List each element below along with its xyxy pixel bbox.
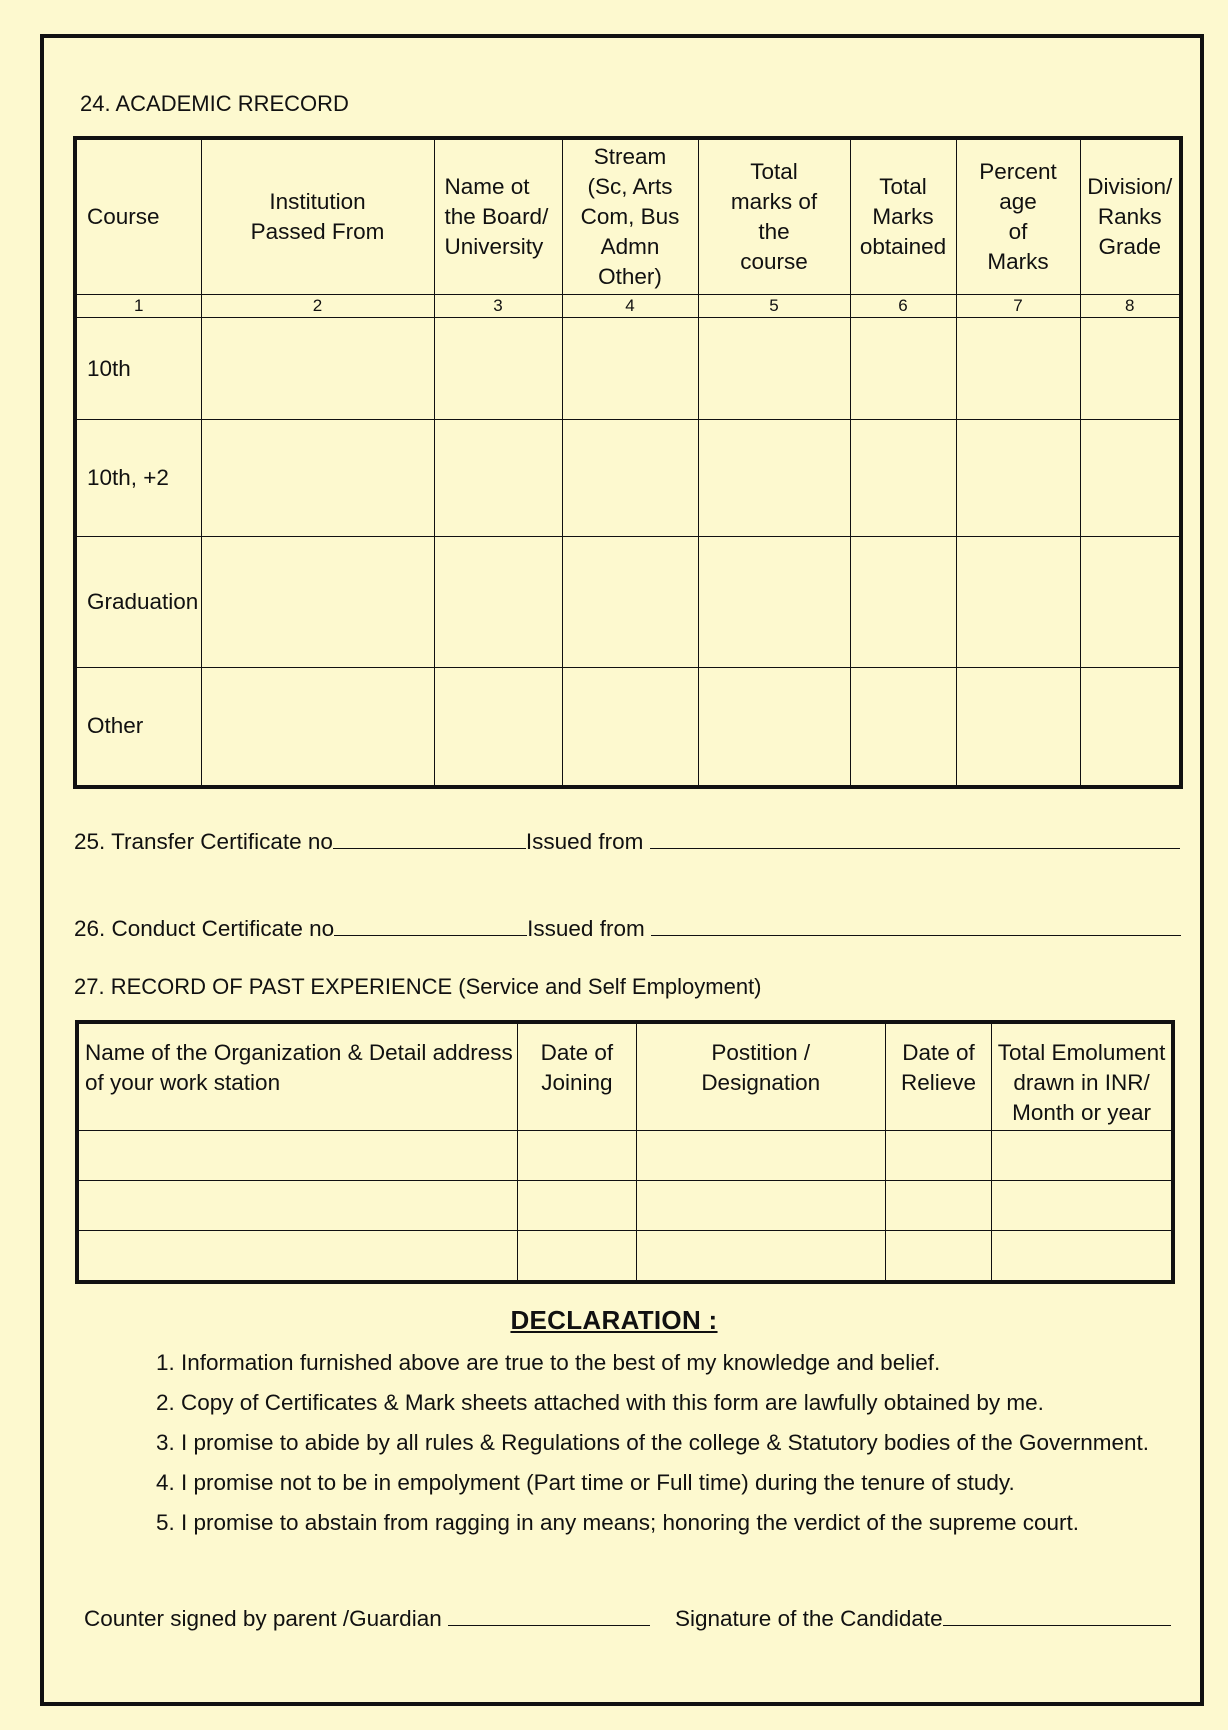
conduct-certificate-no-field[interactable] [334,913,527,936]
input-cell[interactable] [885,1230,991,1282]
input-cell[interactable] [992,1230,1173,1282]
header-percentage: Percent age of Marks [956,138,1080,295]
input-cell[interactable] [518,1230,636,1282]
input-cell[interactable] [885,1130,991,1180]
header-date-of-joining: Date of Joining [518,1022,636,1130]
candidate-signature-label: Signature of the Candidate [675,1606,943,1631]
parent-signature-label: Counter signed by parent /Guardian [84,1606,442,1631]
column-number: 4 [562,295,698,318]
conduct-certificate-line [74,913,1181,942]
header-course: Course [75,138,201,295]
input-cell[interactable] [956,537,1080,668]
column-number-row [75,295,1181,318]
candidate-signature-line [675,1603,1171,1632]
declaration-item: 3. I promise to abide by all rules & Regulations of the college & Statutory bodies of the Government. [156,1430,1150,1455]
transfer-certificate-label: 25. Transfer Certificate no [74,829,333,854]
input-cell[interactable] [201,318,434,420]
course-label: 10th [75,318,201,420]
input-cell[interactable] [1080,537,1181,668]
input-cell[interactable] [77,1230,518,1282]
past-experience-title: 27. RECORD OF PAST EXPERIENCE (Service and Self Employment) [74,974,762,999]
header-division: Division/ Ranks Grade [1080,138,1181,295]
input-cell[interactable] [201,420,434,537]
header-organization: Name of the Organization & Detail address of your work station [77,1022,518,1130]
column-number: 2 [201,295,434,318]
declaration-item: 2. Copy of Certificates & Mark sheets attached with this form are lawfully obtained by me. [156,1390,1044,1415]
input-cell[interactable] [434,537,562,668]
input-cell[interactable] [698,318,850,420]
column-number: 1 [75,295,201,318]
input-cell[interactable] [562,668,698,787]
input-cell[interactable] [698,668,850,787]
input-cell[interactable] [518,1130,636,1180]
input-cell[interactable] [201,668,434,787]
header-designation: Postition / Designation [636,1022,885,1130]
declaration-title: DECLARATION : [510,1305,718,1335]
conduct-issued-from-field[interactable] [651,913,1181,936]
input-cell[interactable] [518,1180,636,1230]
column-number: 3 [434,295,562,318]
input-cell[interactable] [636,1230,885,1282]
transfer-certificate-line [74,826,1180,855]
input-cell[interactable] [77,1180,518,1230]
header-board: Name ot the Board/ University [434,138,562,295]
declaration-item: 1. Information furnished above are true to the best of my knowledge and belief. [156,1350,941,1375]
input-cell[interactable] [1080,318,1181,420]
input-cell[interactable] [636,1130,885,1180]
header-emolument: Total Emolument drawn in INR/ Month or year [992,1022,1173,1130]
academic-record-title: 24. ACADEMIC RRECORD [80,91,349,116]
table-row [75,668,1181,787]
transfer-issued-from-field[interactable] [650,826,1180,849]
table-row [77,1130,1173,1180]
declaration-list [156,1348,1149,1548]
input-cell[interactable] [1080,668,1181,787]
course-label: Other [75,668,201,787]
input-cell[interactable] [698,537,850,668]
header-date-of-relieve: Date of Relieve [885,1022,991,1130]
academic-header-row [75,138,1181,295]
transfer-certificate-no-field[interactable] [333,826,526,849]
input-cell[interactable] [562,420,698,537]
candidate-signature-field[interactable] [943,1603,1171,1626]
column-number: 8 [1080,295,1181,318]
input-cell[interactable] [636,1180,885,1230]
table-row [75,318,1181,420]
input-cell[interactable] [562,318,698,420]
column-number: 5 [698,295,850,318]
header-marks-obtained: Total Marks obtained [850,138,956,295]
table-row [77,1180,1173,1230]
input-cell[interactable] [956,420,1080,537]
input-cell[interactable] [850,420,956,537]
table-row [75,537,1181,668]
input-cell[interactable] [562,537,698,668]
input-cell[interactable] [77,1130,518,1180]
input-cell[interactable] [201,537,434,668]
declaration-item: 4. I promise not to be in empolyment (Part time or Full time) during the tenure of study. [156,1470,1015,1495]
conduct-certificate-label: 26. Conduct Certificate no [74,916,335,941]
parent-signature-field[interactable] [448,1603,650,1626]
input-cell[interactable] [1080,420,1181,537]
course-label: Graduation [75,537,201,668]
header-institution: Institution Passed From [201,138,434,295]
column-number: 6 [850,295,956,318]
table-row [77,1230,1173,1282]
input-cell[interactable] [850,318,956,420]
input-cell[interactable] [992,1130,1173,1180]
parent-signature-line [84,1603,650,1632]
transfer-issued-label: Issued from [525,829,644,854]
input-cell[interactable] [434,420,562,537]
header-total-marks-course: Total marks of the course [698,138,850,295]
course-label: 10th, +2 [75,420,201,537]
past-experience-table [75,1020,1175,1284]
column-number: 7 [956,295,1080,318]
input-cell[interactable] [434,318,562,420]
input-cell[interactable] [850,668,956,787]
table-row [75,420,1181,537]
header-stream: Stream (Sc, Arts Com, Bus Admn Other) [562,138,698,295]
input-cell[interactable] [850,537,956,668]
input-cell[interactable] [992,1180,1173,1230]
input-cell[interactable] [956,318,1080,420]
input-cell[interactable] [698,420,850,537]
declaration-item: 5. I promise to abstain from ragging in any means; honoring the verdict of the supreme court. [156,1510,1079,1535]
input-cell[interactable] [434,668,562,787]
academic-record-table [73,136,1183,789]
input-cell[interactable] [885,1180,991,1230]
input-cell[interactable] [956,668,1080,787]
experience-header-row [77,1022,1173,1130]
conduct-issued-label: Issued from [527,916,645,941]
